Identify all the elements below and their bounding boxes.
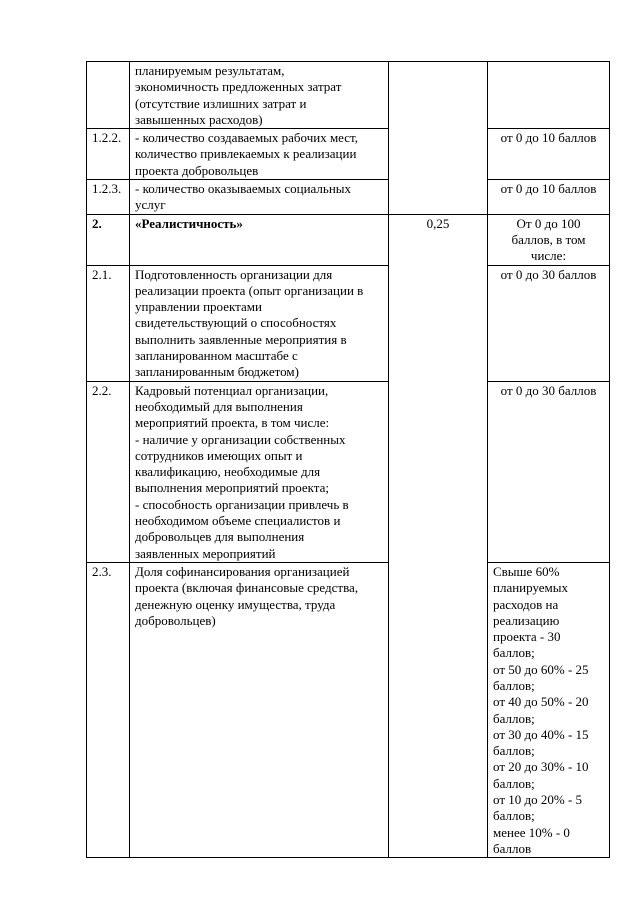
table-row — [87, 214, 610, 265]
criterion-score: от 0 до 30 баллов — [488, 265, 610, 381]
row-number: 2. — [87, 214, 130, 265]
criterion-score: Свыше 60% планируемых расходов на реализацию проекта - 30 баллов; от 50 до 60% - 25 баллов; от 40 до 50% - 20 баллов; от 30 до 40% - 15 баллов; от 20 до 30% - 10 баллов; от 10 до 20% - 5 баллов; менее 10% - 0 баллов — [488, 562, 610, 857]
criterion-description: планируемым результатам, экономичность предложенных затрат (отсутствие излишних затрат и завышенных расходов) — [130, 62, 389, 129]
table-row — [87, 381, 610, 562]
criterion-description: Кадровый потенциал организации, необходимый для выполнения мероприятий проекта, в том числе: - наличие у организации собственных сотрудников имеющих опыт и квалификацию, необходимые для выполнения мероприятий проекта; - способность организации привлечь в необходимом объеме специалистов и добровольцев для выполнения заявленных мероприятий — [130, 381, 389, 562]
row-number: 2.2. — [87, 381, 130, 562]
criterion-score — [488, 62, 610, 129]
criterion-description: - количество оказываемых социальных услуг — [130, 180, 389, 215]
table-row — [87, 62, 610, 129]
criterion-weight — [389, 62, 488, 215]
table-row — [87, 265, 610, 381]
criterion-score: от 0 до 10 баллов — [488, 129, 610, 180]
table-row — [87, 129, 610, 180]
criterion-description: Доля софинансирования организацией проекта (включая финансовые средства, денежную оценку имущества, труда добровольцев) — [130, 562, 389, 857]
table-row — [87, 562, 610, 857]
criterion-weight: 0,25 — [389, 214, 488, 858]
criteria-table — [86, 61, 610, 858]
criterion-score: От 0 до 100 баллов, в том числе: — [488, 214, 610, 265]
criterion-score: от 0 до 10 баллов — [488, 180, 610, 215]
criterion-score: от 0 до 30 баллов — [488, 381, 610, 562]
criterion-description: - количество создаваемых рабочих мест, количество привлекаемых к реализации проекта добровольцев — [130, 129, 389, 180]
criterion-description: «Реалистичность» — [130, 214, 389, 265]
row-number: 1.2.3. — [87, 180, 130, 215]
row-number — [87, 62, 130, 129]
row-number: 2.3. — [87, 562, 130, 857]
table-row — [87, 180, 610, 215]
row-number: 1.2.2. — [87, 129, 130, 180]
criterion-description: Подготовленность организации для реализации проекта (опыт организации в управлении проектами свидетельствующий о способностях выполнить заявленные мероприятия в запланированном масштабе с запланированным бюджетом) — [130, 265, 389, 381]
row-number: 2.1. — [87, 265, 130, 381]
